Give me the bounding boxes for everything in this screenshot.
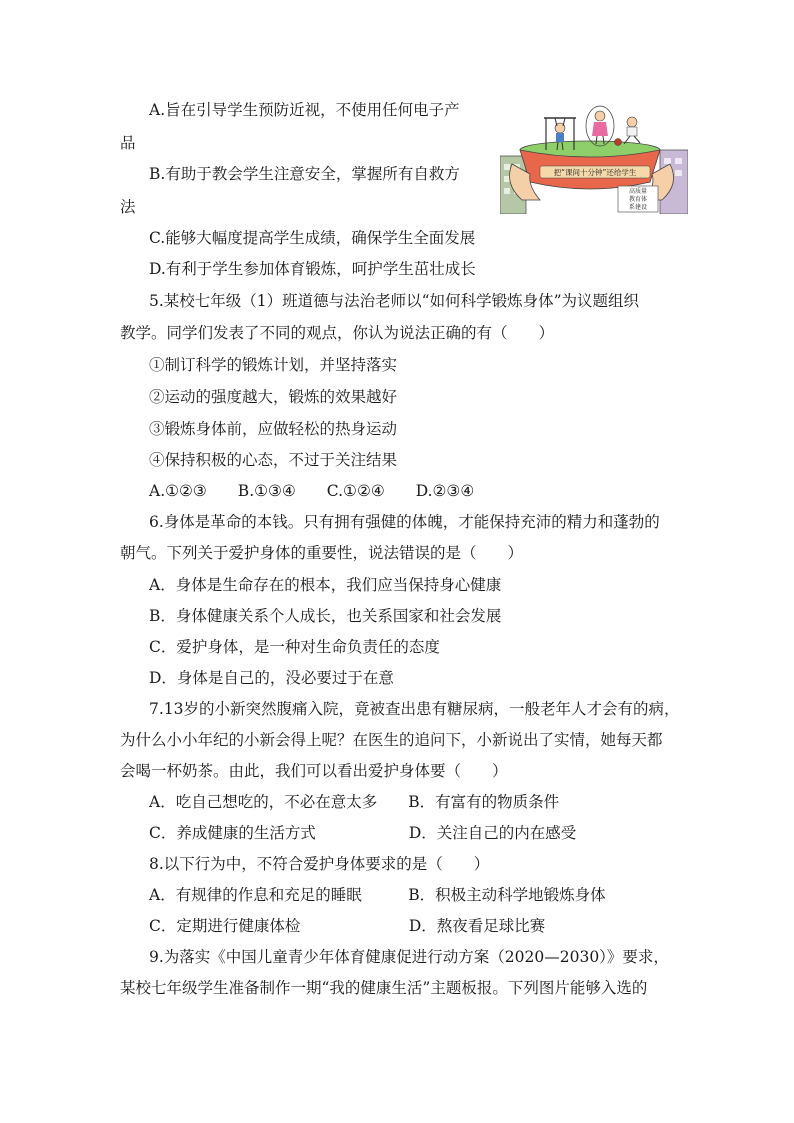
question-6-stem: 6.身体是革命的本钱。只有拥有强健的体魄，才能保持充沛的精力和蓬勃的 (149, 513, 660, 531)
option-4a-cont: 品 (120, 134, 136, 152)
question-9-stem: 9.为落实《中国儿童青少年体育健康促进行动方案（2020—2030）》要求， (149, 948, 669, 966)
option-4b: B.有助于教会学生注意安全，掌握所有自救方 (149, 165, 460, 183)
statement-4: ④保持积极的心态，不过于关注结果 (149, 451, 398, 469)
question-7-stem-cont1: 为什么小小年纪的小新会得上呢？在医生的追问下，小新说出了实情，她每天都 (120, 731, 663, 749)
statement-3: ③锻炼身体前，应做轻松的热身运动 (149, 420, 398, 438)
question-6-stem-cont: 朝气。下列关于爱护身体的重要性，说法错误的是（ ） (120, 544, 524, 562)
option-4a: A.旨在引导学生预防近视，不使用任何电子产 (149, 101, 460, 119)
question-9-stem-cont: 某校七年级学生准备制作一期“我的健康生活”主题板报。下列图片能够入选的 (120, 979, 648, 997)
recess-cartoon-illustration (500, 104, 688, 214)
question-8-stem: 8.以下行为中，不符合爱护身体要求的是（ ） (149, 855, 490, 873)
svg-text:教育体: 教育体 (628, 196, 648, 203)
question-5-options: A.①②③ B.①③④ C.①②④ D.②③④ (149, 482, 475, 500)
bowl-banner-text: 把“课间十分钟”还给学生 (553, 168, 637, 177)
options-8cd: C．定期进行健康体检 D．熬夜看足球比赛 (149, 917, 546, 935)
statement-1: ①制订科学的锻炼计划，并坚持落实 (149, 356, 398, 374)
soccer-ball (615, 139, 622, 146)
option-6b: B．身体健康关系个人成长，也关系国家和社会发展 (149, 607, 502, 625)
svg-text:高质量: 高质量 (628, 188, 648, 195)
options-7ab: A．吃自己想吃的，不必在意太多 B．有富有的物质条件 (149, 793, 560, 811)
option-6d: D．身体是自己的，没必要过于在意 (149, 669, 394, 687)
question-5-stem-cont: 教学。同学们发表了不同的观点，你认为说法正确的有（ ） (120, 324, 555, 342)
option-4d: D.有利于学生参加体育锻炼，呵护学生茁壮成长 (149, 260, 476, 278)
question-7-stem: 7.13岁的小新突然腹痛入院，竟被查出患有糖尿病，一般老年人才会有的病， (149, 700, 680, 718)
svg-text:系建设: 系建设 (628, 204, 648, 211)
options-7cd: C．养成健康的生活方式 D．关注自己的内在感受 (149, 824, 577, 842)
option-4c: C.能够大幅度提高学生成绩，确保学生全面发展 (149, 229, 476, 247)
options-8ab: A．有规律的作息和充足的睡眠 B．积极主动科学地锻炼身体 (149, 886, 606, 904)
option-6a: A．身体是生命存在的根本，我们应当保持身心健康 (149, 576, 502, 594)
option-6c: C．爱护身体，是一种对生命负责任的态度 (149, 638, 440, 656)
statement-2: ②运动的强度越大，锻炼的效果越好 (149, 388, 398, 406)
question-7-stem-cont2: 会喝一杯奶茶。由此，我们可以看出爱护身体要（ ） (120, 762, 508, 780)
question-5-stem: 5.某校七年级（1）班道德与法治老师以“如何科学锻炼身体”为议题组织 (149, 292, 640, 310)
option-4b-cont: 法 (120, 198, 136, 216)
